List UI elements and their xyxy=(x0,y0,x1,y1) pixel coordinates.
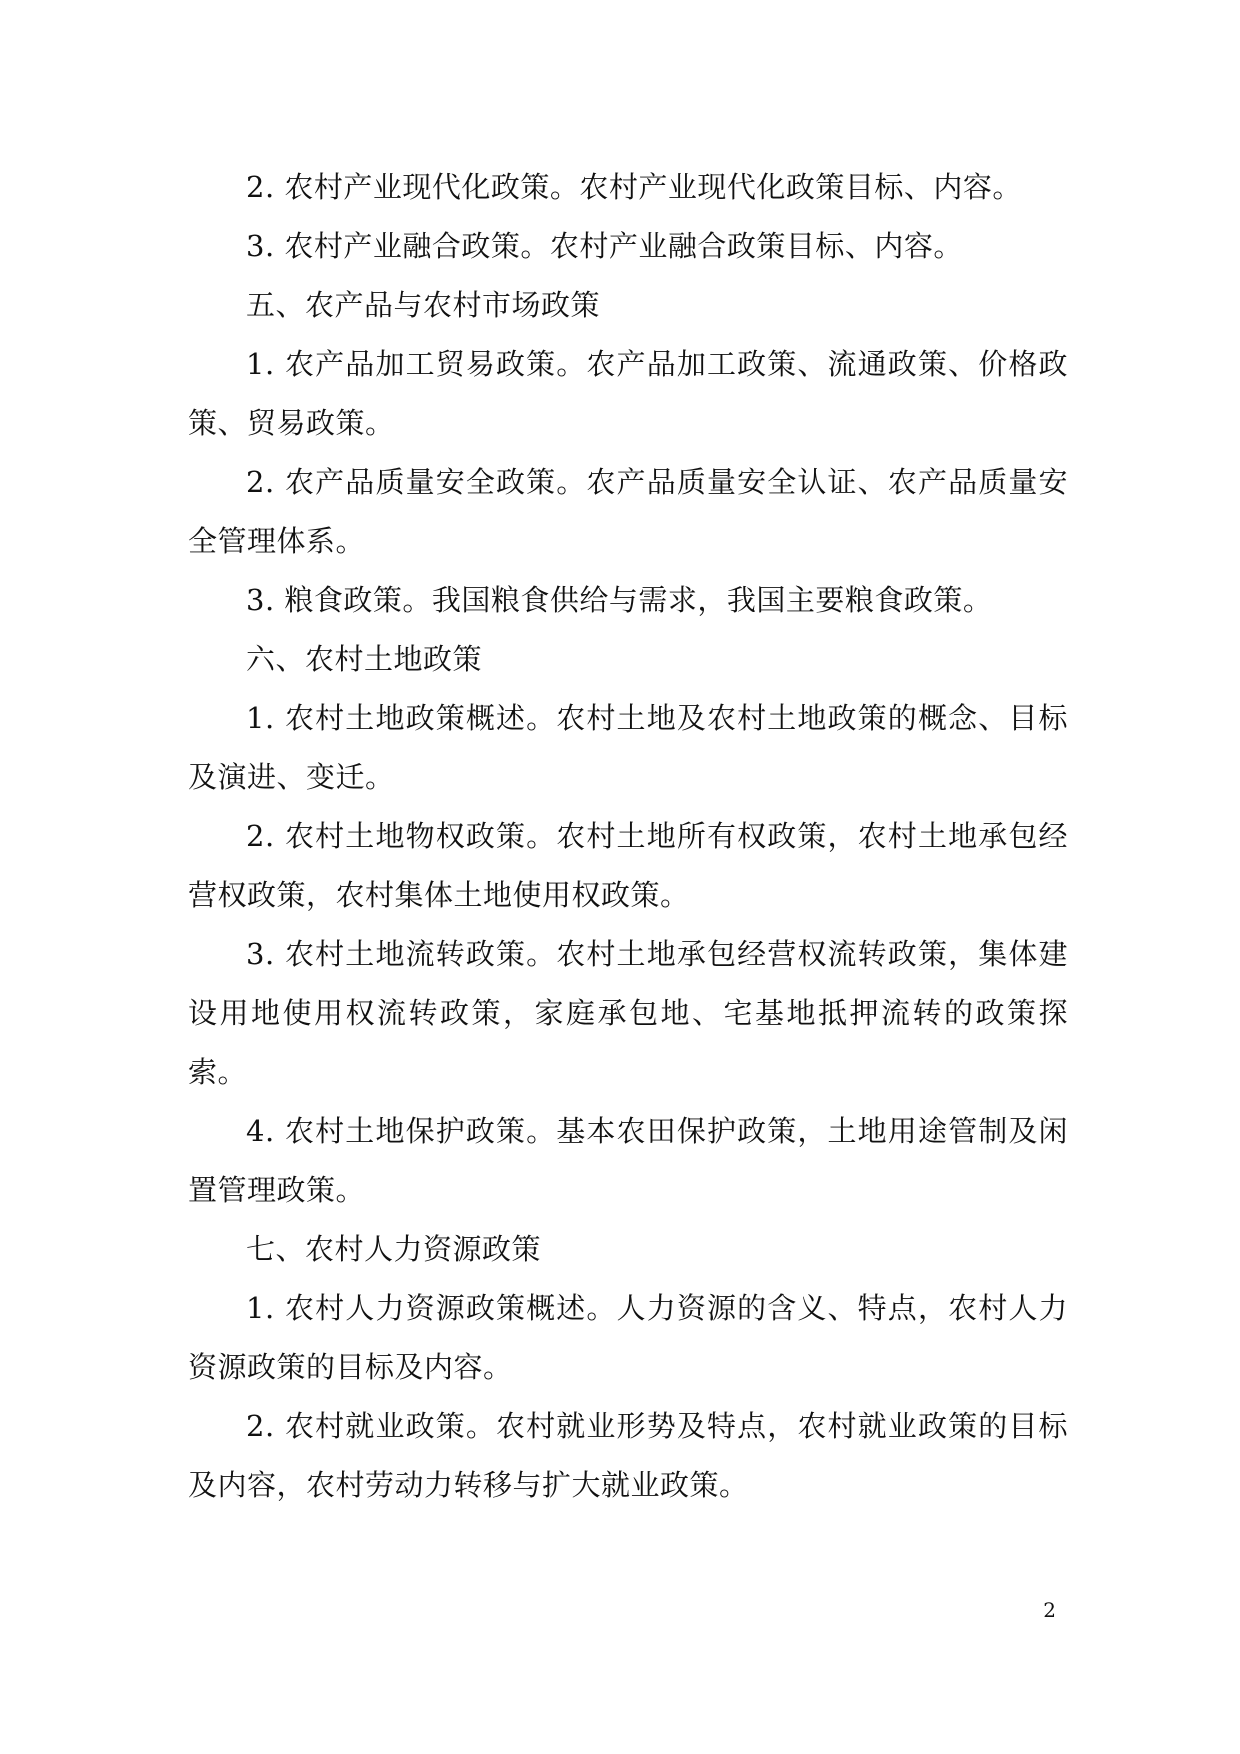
paragraph-land-property-rights: 2. 农村土地物权政策。农村土地所有权政策，农村土地承包经营权政策，农村集体土地使用权政策。 xyxy=(188,819,1068,912)
paragraph-quality-safety: 2. 农产品质量安全政策。农产品质量安全认证、农产品质量安全管理体系。 xyxy=(188,465,1068,558)
paragraph-processing-trade: 1. 农产品加工贸易政策。农产品加工政策、流通政策、价格政策、贸易政策。 xyxy=(188,347,1068,440)
paragraph-employment-policy: 2. 农村就业政策。农村就业形势及特点，农村就业政策的目标及内容，农村劳动力转移与扩大就业政策。 xyxy=(188,1409,1068,1502)
paragraph-land-transfer: 3. 农村土地流转政策。农村土地承包经营权流转政策，集体建设用地使用权流转政策，家庭承包地、宅基地抵押流转的政策探索。 xyxy=(188,937,1068,1089)
section-heading-agricultural-market: 五、农产品与农村市场政策 xyxy=(246,288,601,322)
paragraph-land-overview: 1. 农村土地政策概述。农村土地及农村土地政策的概念、目标及演进、变迁。 xyxy=(188,701,1068,794)
paragraph-industry-integration: 3. 农村产业融合政策。农村产业融合政策目标、内容。 xyxy=(246,229,963,263)
page-number: 2 xyxy=(1043,1598,1056,1622)
section-heading-human-resources: 七、农村人力资源政策 xyxy=(246,1232,542,1266)
paragraph-human-resources-overview: 1. 农村人力资源政策概述。人力资源的含义、特点，农村人力资源政策的目标及内容。 xyxy=(188,1291,1068,1384)
paragraph-industry-modernization: 2. 农村产业现代化政策。农村产业现代化政策目标、内容。 xyxy=(246,170,1022,204)
paragraph-land-protection: 4. 农村土地保护政策。基本农田保护政策，土地用途管制及闲置管理政策。 xyxy=(188,1114,1068,1207)
section-heading-land-policy: 六、农村土地政策 xyxy=(246,642,483,676)
paragraph-grain-policy: 3. 粮食政策。我国粮食供给与需求，我国主要粮食政策。 xyxy=(246,583,993,617)
page-body xyxy=(188,158,1068,1515)
